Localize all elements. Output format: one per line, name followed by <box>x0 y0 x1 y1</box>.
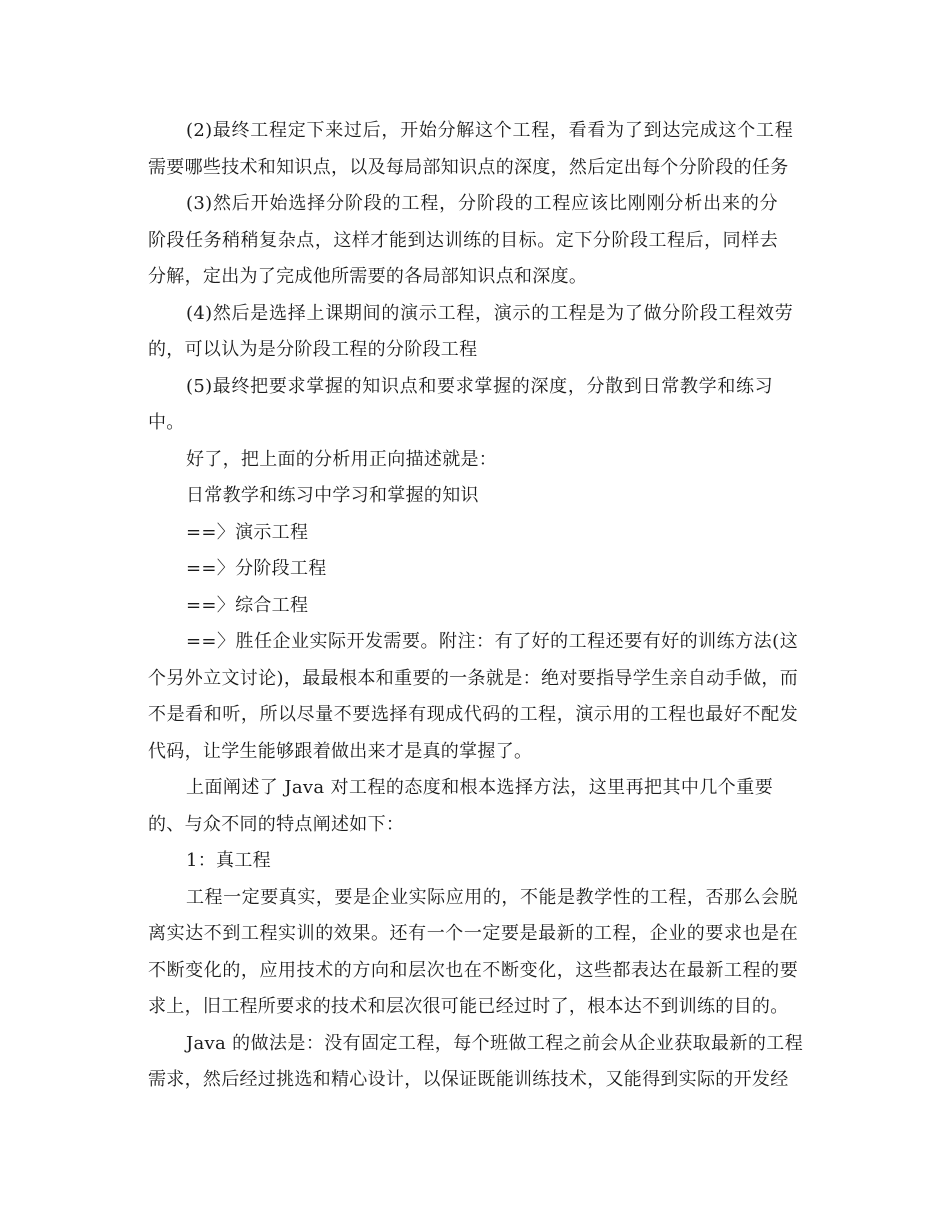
paragraph-step-4: (4)然后是选择上课期间的演示工程，演示的工程是为了做分阶段工程效劳的，可以认为是分阶段工程的分阶段工程 <box>148 302 793 360</box>
flow-line-demo: ==〉演示工程 <box>186 521 309 543</box>
paragraph-flow-final-note: ==〉胜任企业实际开发需要。附注：有了好的工程还要有好的训练方法(这个另外立文讨论)，最最根本和重要的一条就是：绝对要指导学生亲自动手做，而不是看和听，所以尽量不要选择有现成代码的工程，演示用的工程也最好不配发代码，让学生能够跟着做出来才是真的掌握了。 <box>148 631 798 762</box>
paragraph-summary-intro: 好了，把上面的分析用正向描述就是： <box>186 448 498 470</box>
paragraph-java-intro: 上面阐述了 Java 对工程的态度和根本选择方法，这里再把其中几个重要的、与众不同的特点阐述如下： <box>148 777 773 835</box>
flow-line-comprehensive: ==〉综合工程 <box>186 594 309 616</box>
document-body <box>148 113 808 1099</box>
paragraph-java-approach: Java 的做法是：没有固定工程，每个班做工程之前会从企业获取最新的工程需求，然后经过挑选和精心设计，以保证既能训练技术，又能得到实际的开发经 <box>148 1032 803 1090</box>
paragraph-step-2: (2)最终工程定下来过后，开始分解这个工程，看看为了到达完成这个工程需要哪些技术和知识点，以及每局部知识点的深度，然后定出每个分阶段的任务 <box>148 120 793 178</box>
paragraph-step-3: (3)然后开始选择分阶段的工程，分阶段的工程应该比刚刚分析出来的分阶段任务稍稍复杂点，这样才能到达训练的目标。定下分阶段工程后，同样去分解，定出为了完成他所需要的各局部知识点和深度。 <box>148 193 778 287</box>
paragraph-step-5: (5)最终把要求掌握的知识点和要求掌握的深度，分散到日常教学和练习中。 <box>148 375 773 433</box>
paragraph-real-project: 工程一定要真实，要是企业实际应用的，不能是教学性的工程，否那么会脱离实达不到工程实训的效果。还有一个一定要是最新的工程，企业的要求也是在不断变化的，应用技术的方向和层次也在不断变化，这些都表达在最新工程的要求上，旧工程所要求的技术和层次很可能已经过时了，根本达不到训练的目的。 <box>148 886 798 1017</box>
flow-line-knowledge: 日常教学和练习中学习和掌握的知识 <box>186 485 479 506</box>
flow-line-stage: ==〉分阶段工程 <box>186 558 327 579</box>
section-heading-real-project: 1：真工程 <box>186 850 271 871</box>
